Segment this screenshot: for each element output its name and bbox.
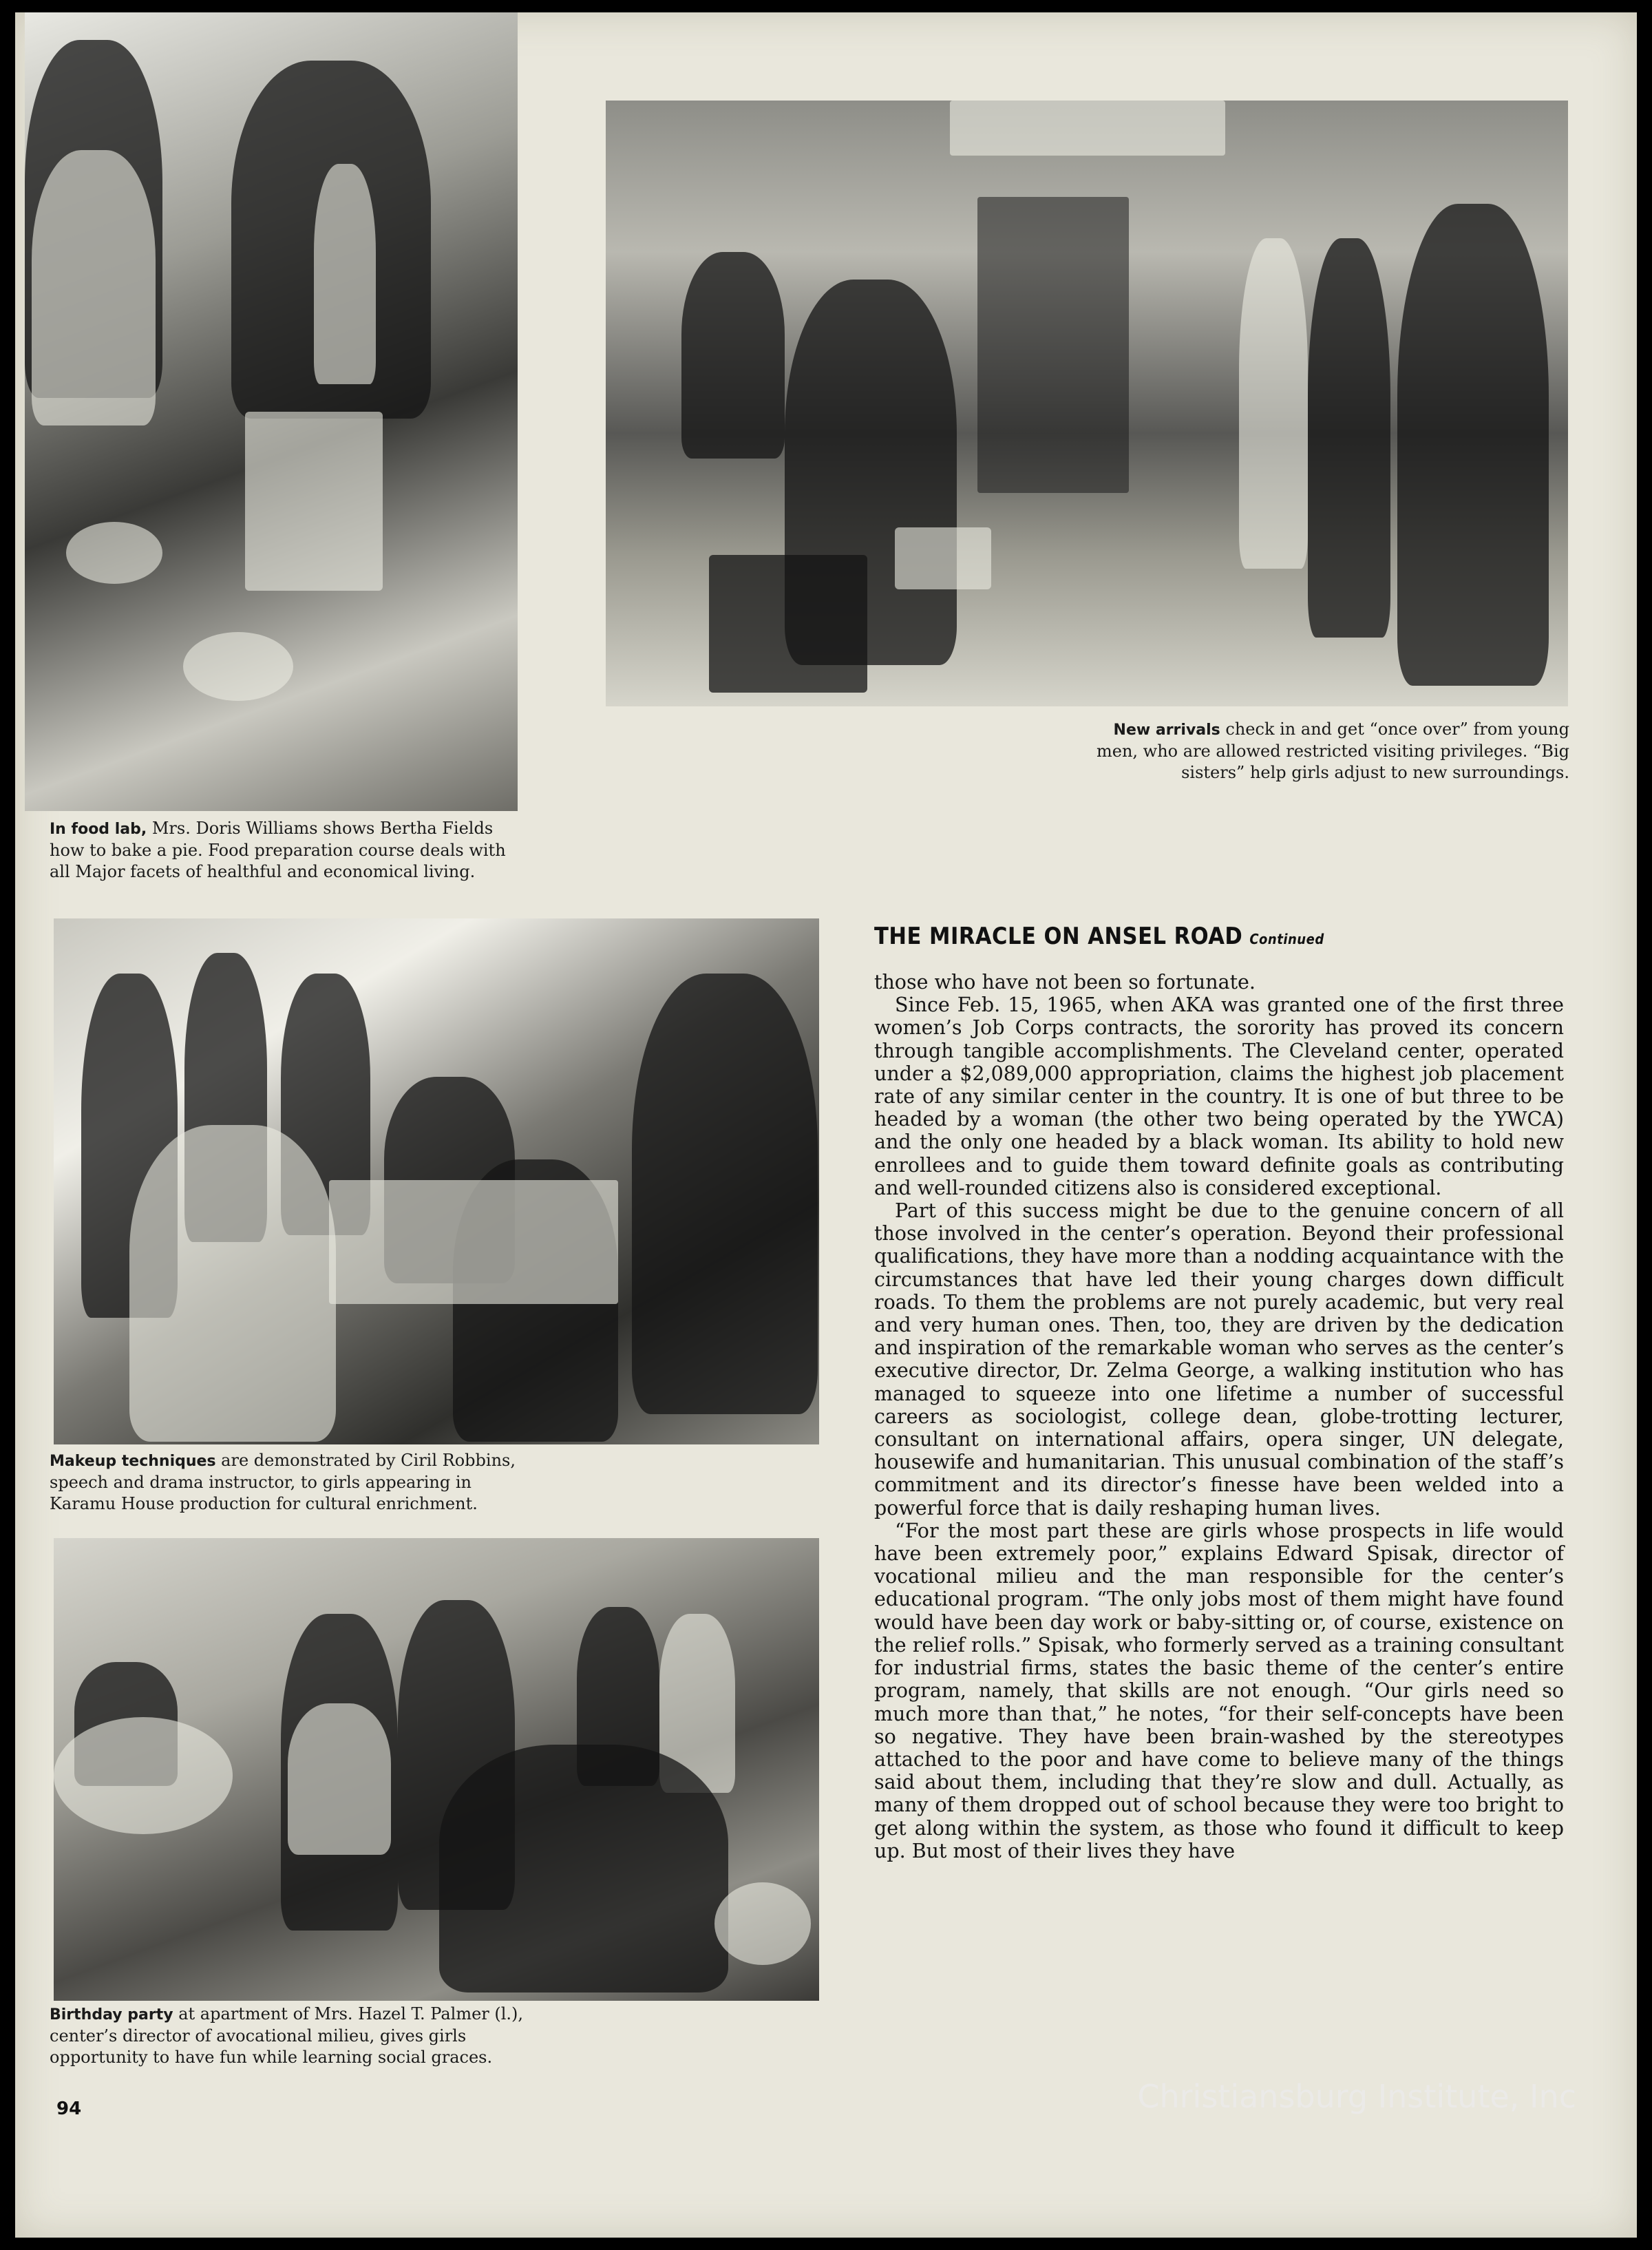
makeup-caption-text: are demonstrated by Ciril Robbins, speech and drama instructor, to girls appearing in Karamu House production for cultural enrichment. [50,1451,516,1513]
article-paragraph: those who have not been so fortunate. [874,971,1256,993]
new-arrivals-caption [1067,719,1569,784]
article-paragraph: “For the most part these are girls whose prospects in life would have been extremely poor,” explains Edward Spisak, director of vocational milieu and the man responsible for the center’s educational program. “The only jobs most of them might have found would have been day work or baby-sitting or, of course, existence on the relief rolls.” Spisak, who formerly served as a training consultant for industrial firms, states the basic theme of the center’s entire program, namely, that skills are not enough. “Our girls need so much more than that,” he notes, “for their self-concepts have been so negative. They have been brain-washed by the stereotypes attached to the poor and have come to believe many of the things said about them, including that they’re slow and dull. Actually, as many of them dropped out of school because they were too bright to get along within the system, as those who found it difficult to keep up. But most of their lives they have [874,1519,1564,1862]
food-lab-caption-lead: In food lab, [50,821,147,838]
headline-title: THE MIRACLE ON ANSEL ROAD [874,923,1243,950]
makeup-caption-lead: Makeup techniques [50,1453,216,1470]
watermark: Christiansburg Institute, Inc [1137,2078,1576,2115]
new-arrivals-caption-text: check in and get “once over” from young men, who are allowed restricted visiting privileges. “Big sisters” help girls adjust to new surroundings. [1097,719,1569,782]
birthday-party-caption-lead: Birthday party [50,2006,173,2023]
article-headline [874,923,1324,950]
headline-continued: Continued [1249,931,1324,947]
food-lab-caption [50,818,525,883]
birthday-party-caption [50,2004,531,2068]
makeup-caption [50,1450,531,1515]
magazine-page [15,12,1637,2238]
food-lab-photo [25,12,518,811]
article-paragraph: Part of this success might be due to the genuine concern of all those involved in the center’s operation. Beyond their professional qualifications, they have more than a nodding acquaintance with the circumstances that have led their young charges down difficult roads. To them the problems are not purely academic, but very real and very human ones. Then, too, they are driven by the dedication and inspiration of the remarkable woman who serves as the center’s executive director, Dr. Zelma George, a walking institution who has managed to squeeze into one lifetime a number of successful careers as sociologist, college dean, globe-trotting lecturer, consultant on international affairs, opera singer, UN delegate, housewife and humanitarian. This unusual combination of the staff’s commitment and its director’s finesse have been welded into a powerful force that is daily reshaping human lives. [874,1199,1564,1520]
birthday-party-caption-text: at apartment of Mrs. Hazel T. Palmer (l.), center’s director of avocational milieu, gives girls opportunity to have fun while learning social graces. [50,2004,524,2067]
page-number: 94 [56,2099,82,2119]
article-paragraph: Since Feb. 15, 1965, when AKA was granted one of the first three women’s Job Corps contracts, the sorority has proved its concern through tangible accomplishments. The Cleveland center, operated under a $2,089,000 appropriation, claims the highest job placement rate of any similar center in the country. It is one of but three to be headed by a woman (the other two being operated by the YWCA) and the only one headed by a black woman. Its ability to hold new enrollees and to guide them toward definite goals as contributing and well-rounded citizens also is considered exceptional. [874,993,1564,1199]
new-arrivals-caption-lead: New arrivals [1113,722,1220,739]
new-arrivals-photo [606,101,1568,706]
article-body [874,971,1564,1862]
food-lab-caption-text: Mrs. Doris Williams shows Bertha Fields how to bake a pie. Food preparation course deals with all Major facets of healthful and economical living. [50,819,506,881]
birthday-party-photo [54,1538,819,2001]
makeup-photo [54,918,819,1444]
